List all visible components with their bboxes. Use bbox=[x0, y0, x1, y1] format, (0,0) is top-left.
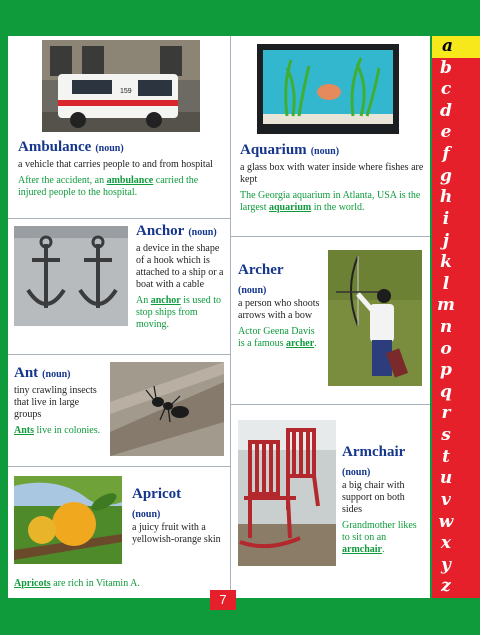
alphabet-tab-m[interactable]: m bbox=[437, 295, 455, 316]
anchor-photo bbox=[14, 226, 128, 326]
example-ant: Ants live in colonies. bbox=[14, 425, 101, 436]
alphabet-tab-c[interactable]: c bbox=[440, 79, 452, 100]
alphabet-tab-l[interactable]: l bbox=[442, 273, 450, 294]
alphabet-tab-e[interactable]: e bbox=[440, 122, 452, 143]
example-anchor: An anchor is used to stop ships from moving. bbox=[136, 295, 222, 330]
headword-ant: Ant bbox=[14, 365, 39, 381]
entry-aquarium bbox=[240, 141, 426, 214]
aquarium-photo bbox=[257, 44, 399, 134]
archer-photo bbox=[328, 250, 422, 386]
alphabet-tab-y[interactable]: y bbox=[441, 554, 451, 575]
headword-anchor: Anchor bbox=[136, 223, 185, 239]
entry-anchor bbox=[136, 222, 230, 331]
headword-armchair: Armchair bbox=[342, 444, 406, 460]
alphabet-tab-w[interactable]: w bbox=[438, 511, 454, 532]
alphabet-tab-p[interactable]: p bbox=[440, 360, 452, 381]
definition-armchair: a big chair with support on both sides bbox=[342, 480, 405, 515]
alphabet-index bbox=[432, 36, 480, 598]
alphabet-tab-b[interactable]: b bbox=[440, 57, 452, 78]
alphabet-tab-j[interactable]: j bbox=[442, 230, 450, 251]
pos-anchor: (noun) bbox=[188, 227, 217, 238]
entry-apricot bbox=[132, 486, 224, 546]
row-divider-left-3 bbox=[8, 466, 230, 467]
definition-aquarium: a glass box with water inside where fishes are kept bbox=[240, 162, 424, 185]
alphabet-tab-o[interactable]: o bbox=[440, 338, 452, 359]
entry-ant bbox=[14, 364, 104, 437]
alphabet-tab-d[interactable]: d bbox=[440, 100, 452, 121]
entry-armchair bbox=[342, 444, 426, 556]
example-aquarium: The Georgia aquarium in Atlanta, USA is the largest aquarium in the world. bbox=[240, 190, 421, 213]
alphabet-tab-x[interactable]: x bbox=[440, 533, 452, 554]
definition-anchor: a device in the shape of a hook which is attached to a ship or a boat with a cable bbox=[136, 243, 224, 290]
example-ambulance: After the accident, an ambulance carried the injured people to the hospital. bbox=[18, 175, 199, 198]
row-divider-left-2 bbox=[8, 354, 230, 355]
pos-aquarium: (noun) bbox=[310, 146, 340, 157]
headword-aquarium: Aquarium bbox=[240, 142, 307, 158]
headword-ambulance: Ambulance bbox=[18, 139, 92, 155]
entry-archer bbox=[238, 262, 322, 350]
pos-ambulance: (noun) bbox=[95, 143, 124, 154]
example-archer: Actor Geena Davis is a famous archer. bbox=[238, 326, 317, 349]
column-divider bbox=[230, 36, 231, 598]
row-divider-left-1 bbox=[8, 218, 230, 219]
example-armchair: Grandmother likes to sit on an armchair. bbox=[342, 520, 417, 555]
apricot-photo bbox=[14, 476, 122, 564]
alphabet-tab-a[interactable]: a bbox=[432, 36, 480, 58]
row-divider-right-2 bbox=[231, 404, 430, 405]
row-divider-right-1 bbox=[231, 236, 430, 237]
entry-ambulance bbox=[18, 138, 218, 199]
definition-ambulance: a vehicle that carries people to and from hospital bbox=[18, 159, 213, 170]
alphabet-tab-i[interactable]: i bbox=[442, 208, 450, 229]
example-apricot: Apricots are rich in Vitamin A. bbox=[14, 578, 140, 589]
pos-apricot: (noun) bbox=[132, 509, 161, 520]
alphabet-tab-s[interactable]: s bbox=[441, 425, 451, 446]
ant-photo bbox=[110, 362, 224, 456]
headword-archer: Archer bbox=[238, 262, 284, 278]
alphabet-tab-t[interactable]: t bbox=[442, 446, 450, 467]
alphabet-tab-q[interactable]: q bbox=[440, 381, 452, 402]
pos-archer: (noun) bbox=[238, 285, 267, 296]
headword-apricot: Apricot bbox=[132, 486, 182, 502]
alphabet-tab-h[interactable]: h bbox=[439, 187, 453, 208]
alphabet-tab-f[interactable]: f bbox=[442, 144, 450, 165]
page-number: 7 bbox=[210, 590, 236, 610]
alphabet-tab-v[interactable]: v bbox=[441, 489, 451, 510]
alphabet-tab-z[interactable]: z bbox=[441, 576, 451, 597]
definition-archer: a person who shoots arrows with a bow bbox=[238, 298, 320, 321]
alphabet-tab-n[interactable]: n bbox=[439, 317, 453, 337]
ambulance-vehicle-number: 159 bbox=[120, 88, 132, 95]
ambulance-photo bbox=[42, 40, 200, 132]
pos-ant: (noun) bbox=[42, 369, 71, 380]
definition-ant: tiny crawling insects that live in large groups bbox=[14, 385, 97, 420]
definition-apricot: a juicy fruit with a yellowish-orange skin bbox=[132, 522, 221, 545]
armchair-photo bbox=[238, 420, 336, 566]
alphabet-tab-g[interactable]: g bbox=[440, 165, 452, 186]
alphabet-tab-r[interactable]: r bbox=[441, 403, 451, 424]
alphabet-tab-u[interactable]: u bbox=[439, 468, 453, 489]
alphabet-tab-k[interactable]: k bbox=[440, 252, 452, 273]
pos-armchair: (noun) bbox=[342, 467, 371, 478]
